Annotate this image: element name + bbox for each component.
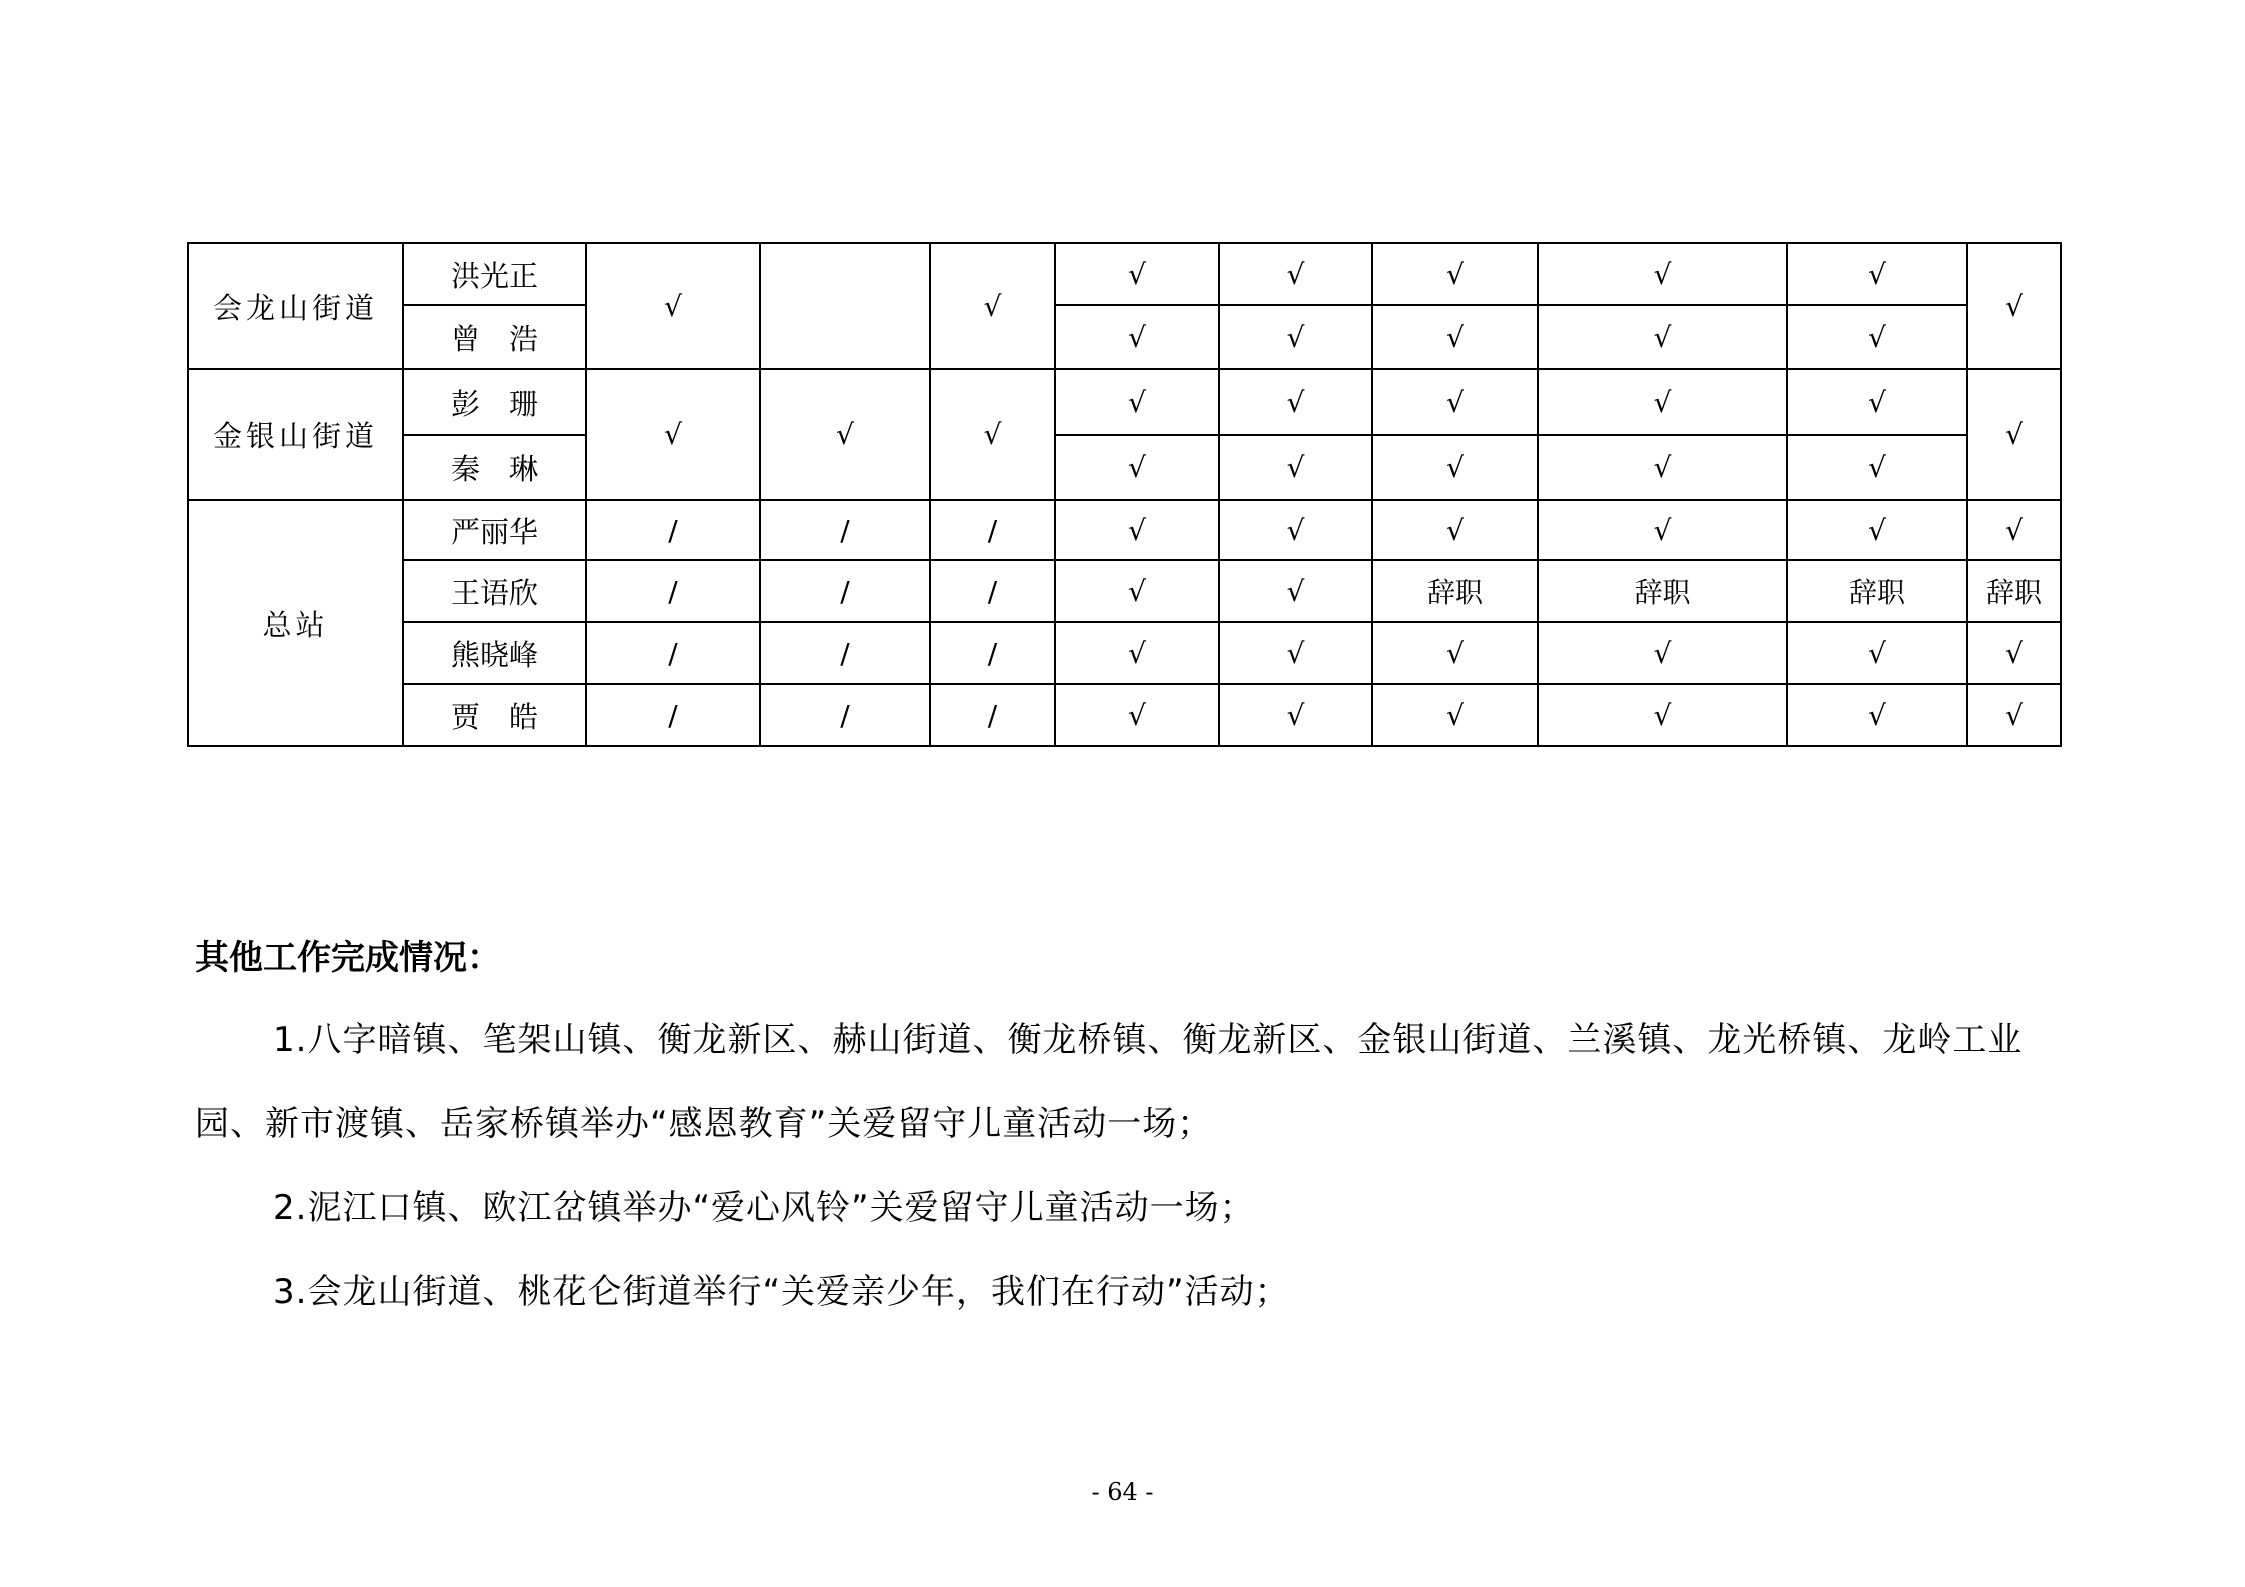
status-cell: 辞职 bbox=[1787, 560, 1967, 622]
status-cell: √ bbox=[1055, 622, 1219, 684]
checklist-table bbox=[187, 242, 2062, 747]
person-name-cell: 严丽华 bbox=[403, 500, 586, 560]
status-cell: √ bbox=[1538, 435, 1787, 500]
status-cell: √ bbox=[1055, 500, 1219, 560]
status-cell: √ bbox=[1219, 305, 1372, 369]
person-name-cell: 贾 皓 bbox=[403, 684, 586, 746]
status-cell: √ bbox=[1538, 622, 1787, 684]
status-cell: / bbox=[760, 684, 930, 746]
status-cell: / bbox=[760, 622, 930, 684]
status-cell: √ bbox=[1219, 684, 1372, 746]
status-cell: √ bbox=[1055, 305, 1219, 369]
table-row bbox=[188, 435, 2061, 500]
status-cell: √ bbox=[1219, 243, 1372, 305]
page-number: - 64 - bbox=[1091, 1478, 1154, 1506]
table-row bbox=[188, 560, 2061, 622]
status-cell: √ bbox=[1538, 684, 1787, 746]
status-cell: √ bbox=[1372, 243, 1538, 305]
status-cell: √ bbox=[1967, 500, 2061, 560]
unit-cell: 总站 bbox=[188, 500, 403, 746]
status-cell: √ bbox=[1055, 560, 1219, 622]
status-cell: / bbox=[760, 500, 930, 560]
status-cell: √ bbox=[1219, 622, 1372, 684]
status-cell: √ bbox=[1967, 622, 2061, 684]
person-name-cell: 洪光正 bbox=[403, 243, 586, 305]
status-cell: √ bbox=[1219, 369, 1372, 435]
unit-cell: 金银山街道 bbox=[188, 369, 403, 500]
status-cell: √ bbox=[1967, 369, 2061, 500]
table-row bbox=[188, 622, 2061, 684]
person-name-cell: 王语欣 bbox=[403, 560, 586, 622]
status-cell: √ bbox=[1787, 684, 1967, 746]
paragraph-2: 2.泥江口镇、欧江岔镇举办“爱心风铃”关爱留守儿童活动一场； bbox=[273, 1188, 1255, 1228]
person-name-cell: 曾 浩 bbox=[403, 305, 586, 369]
status-cell: √ bbox=[1538, 243, 1787, 305]
status-cell: √ bbox=[1787, 305, 1967, 369]
status-cell: / bbox=[930, 500, 1055, 560]
paragraph-1: 1.八字暗镇、笔架山镇、衡龙新区、赫山街道、衡龙桥镇、衡龙新区、金银山街道、兰溪镇、龙光桥镇、龙岭工业园、新市渡镇、岳家桥镇举办“感恩教育”关爱留守儿童活动一场； bbox=[195, 1020, 2023, 1144]
status-cell: √ bbox=[1219, 560, 1372, 622]
status-cell: √ bbox=[1055, 684, 1219, 746]
status-cell: √ bbox=[1787, 435, 1967, 500]
status-cell: / bbox=[586, 622, 760, 684]
status-cell: √ bbox=[1967, 684, 2061, 746]
status-cell: √ bbox=[930, 243, 1055, 369]
paragraph-3: 3.会龙山街道、桃花仑街道举行“关爱亲少年，我们在行动”活动； bbox=[273, 1272, 1290, 1312]
status-cell: √ bbox=[1372, 684, 1538, 746]
table-row bbox=[188, 243, 2061, 305]
section-title: 其他工作完成情况： bbox=[195, 938, 501, 978]
status-cell: √ bbox=[1538, 500, 1787, 560]
status-cell: √ bbox=[1372, 369, 1538, 435]
table-row bbox=[188, 369, 2061, 435]
status-cell: √ bbox=[1538, 369, 1787, 435]
status-cell: √ bbox=[930, 369, 1055, 500]
status-cell: √ bbox=[1787, 622, 1967, 684]
status-cell: / bbox=[930, 560, 1055, 622]
status-cell: 辞职 bbox=[1538, 560, 1787, 622]
status-cell: √ bbox=[1538, 305, 1787, 369]
status-cell: √ bbox=[1372, 500, 1538, 560]
status-cell: √ bbox=[1967, 243, 2061, 369]
status-cell bbox=[760, 243, 930, 369]
checklist-table-wrapper bbox=[187, 242, 2062, 747]
status-cell: / bbox=[586, 500, 760, 560]
person-name-cell: 熊晓峰 bbox=[403, 622, 586, 684]
status-cell: √ bbox=[1787, 500, 1967, 560]
status-cell: √ bbox=[1372, 622, 1538, 684]
status-cell: 辞职 bbox=[1372, 560, 1538, 622]
status-cell: √ bbox=[1055, 369, 1219, 435]
status-cell: √ bbox=[1787, 369, 1967, 435]
status-cell: √ bbox=[1372, 305, 1538, 369]
status-cell: √ bbox=[760, 369, 930, 500]
status-cell: / bbox=[586, 684, 760, 746]
person-name-cell: 秦 琳 bbox=[403, 435, 586, 500]
status-cell: √ bbox=[1219, 435, 1372, 500]
status-cell: √ bbox=[586, 243, 760, 369]
status-cell: / bbox=[760, 560, 930, 622]
status-cell: √ bbox=[1055, 243, 1219, 305]
table-row bbox=[188, 500, 2061, 560]
status-cell: √ bbox=[1055, 435, 1219, 500]
status-cell: / bbox=[930, 684, 1055, 746]
status-cell: / bbox=[930, 622, 1055, 684]
table-row bbox=[188, 305, 2061, 369]
person-name-cell: 彭 珊 bbox=[403, 369, 586, 435]
table-row bbox=[188, 684, 2061, 746]
status-cell: √ bbox=[1787, 243, 1967, 305]
status-cell: / bbox=[586, 560, 760, 622]
status-cell: √ bbox=[1219, 500, 1372, 560]
unit-cell: 会龙山街道 bbox=[188, 243, 403, 369]
status-cell: √ bbox=[1372, 435, 1538, 500]
status-cell: 辞职 bbox=[1967, 560, 2061, 622]
status-cell: √ bbox=[586, 369, 760, 500]
